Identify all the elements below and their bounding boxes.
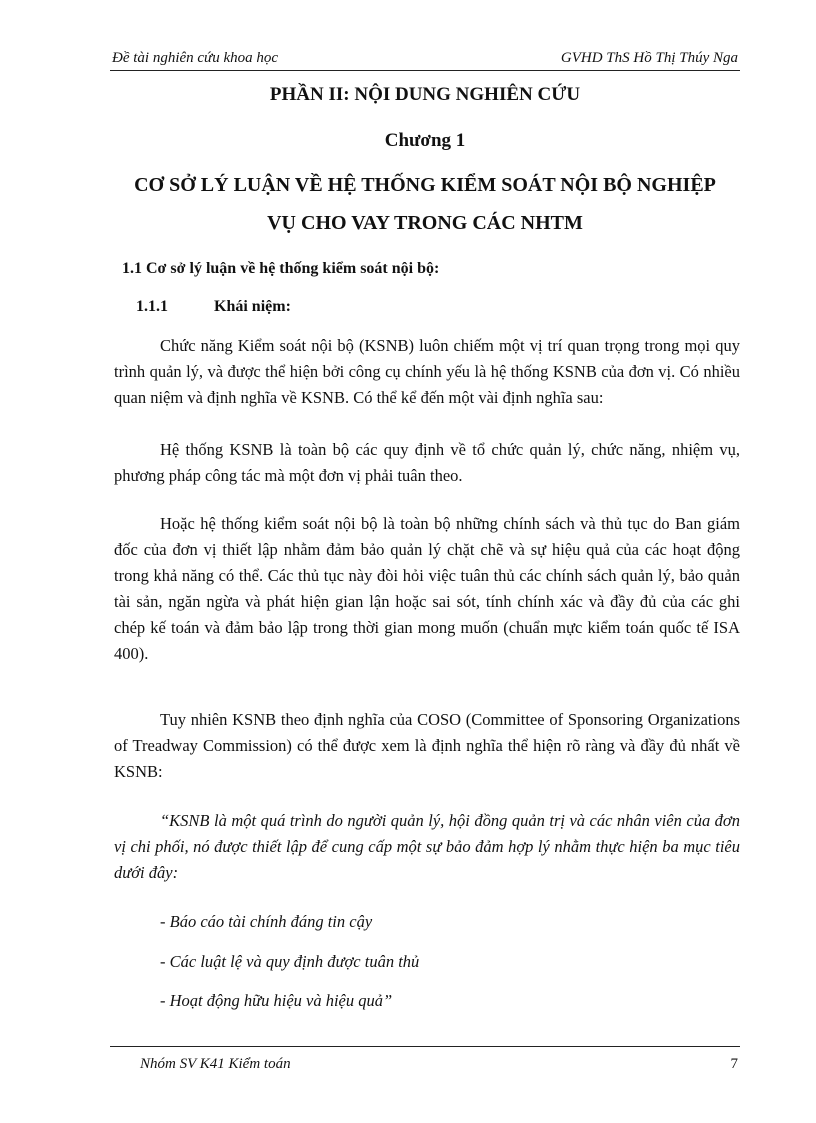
section-heading-1-1: 1.1 Cơ sở lý luận về hệ thống kiểm soát nội bộ: bbox=[122, 260, 440, 277]
section-number-1-1-1: 1.1.1 bbox=[136, 298, 168, 315]
page-number: 7 bbox=[730, 1056, 738, 1072]
objective-item: - Báo cáo tài chính đáng tin cậy bbox=[160, 912, 373, 931]
chapter-label: Chương 1 bbox=[384, 130, 466, 151]
paragraph-ksnb-role: Chức năng Kiểm soát nội bộ (KSNB) luôn chiếm một vị trí quan trọng trong mọi quy trình quản lý, và được thể hiện bởi công cụ chính yếu là hệ thống KSNB của đơn vị. Có nhiều quan niệm và định nghĩa về KSNB. Có thể kể đến một vài định nghĩa sau: bbox=[114, 336, 740, 407]
header-right-text: GVHD ThS Hồ Thị Thúy Nga bbox=[560, 50, 738, 66]
part-title: PHẦN II: NỘI DUNG NGHIÊN CỨU bbox=[269, 84, 581, 105]
paragraph-definition-2: Hoặc hệ thống kiểm soát nội bộ là toàn bộ những chính sách và thủ tục do Ban giám đốc của đơn vị thiết lập nhằm đảm bảo quản lý chặt chẽ và sự hiệu quả của các hoạt động trong khả năng có thể. Các thủ tục này đòi hỏi việc tuân thủ các chính sách quản lý, bảo quản tài sản, ngăn ngừa và phát hiện gian lận hoặc sai sót, tính chính xác và đầy đủ của các ghi chép kế toán và đảm bảo lập trong thời gian mong muốn (chuẩn mực kiểm toán quốc tế ISA 400). bbox=[114, 514, 740, 663]
objective-item: - Các luật lệ và quy định được tuân thủ bbox=[160, 952, 420, 971]
page-header bbox=[110, 48, 740, 71]
section-heading-1-1-1: Khái niệm: bbox=[214, 298, 291, 315]
paragraph-definition-1: Hệ thống KSNB là toàn bộ các quy định về tổ chức quản lý, chức năng, nhiệm vụ, phương pháp công tác mà một đơn vị phải tuân theo. bbox=[114, 440, 740, 485]
chapter-title-line-1: CƠ SỞ LÝ LUẬN VỀ HỆ THỐNG KIỂM SOÁT NỘI BỘ NGHIỆP bbox=[134, 174, 716, 196]
paragraph-coso-quote: “KSNB là một quá trình do người quản lý, hội đồng quản trị và các nhân viên của đơn vị chi phối, nó được thiết lập để cung cấp một sự bảo đảm hợp lý nhằm thực hiện ba mục tiêu dưới đây: bbox=[114, 811, 740, 882]
header-left-text: Đề tài nghiên cứu khoa học bbox=[112, 50, 279, 66]
objective-item: - Hoạt động hữu hiệu và hiệu quả” bbox=[160, 991, 393, 1010]
footer-group-text: Nhóm SV K41 Kiểm toán bbox=[140, 1056, 291, 1072]
chapter-title-line-2: VỤ CHO VAY TRONG CÁC NHTM bbox=[267, 212, 583, 234]
page-footer bbox=[110, 1046, 740, 1077]
paragraph-coso-intro: Tuy nhiên KSNB theo định nghĩa của COSO (Committee of Sponsoring Organizations of Treadway Commission) có thể được xem là định nghĩa thể hiện rõ ràng và đầy đủ nhất về KSNB: bbox=[114, 710, 740, 781]
